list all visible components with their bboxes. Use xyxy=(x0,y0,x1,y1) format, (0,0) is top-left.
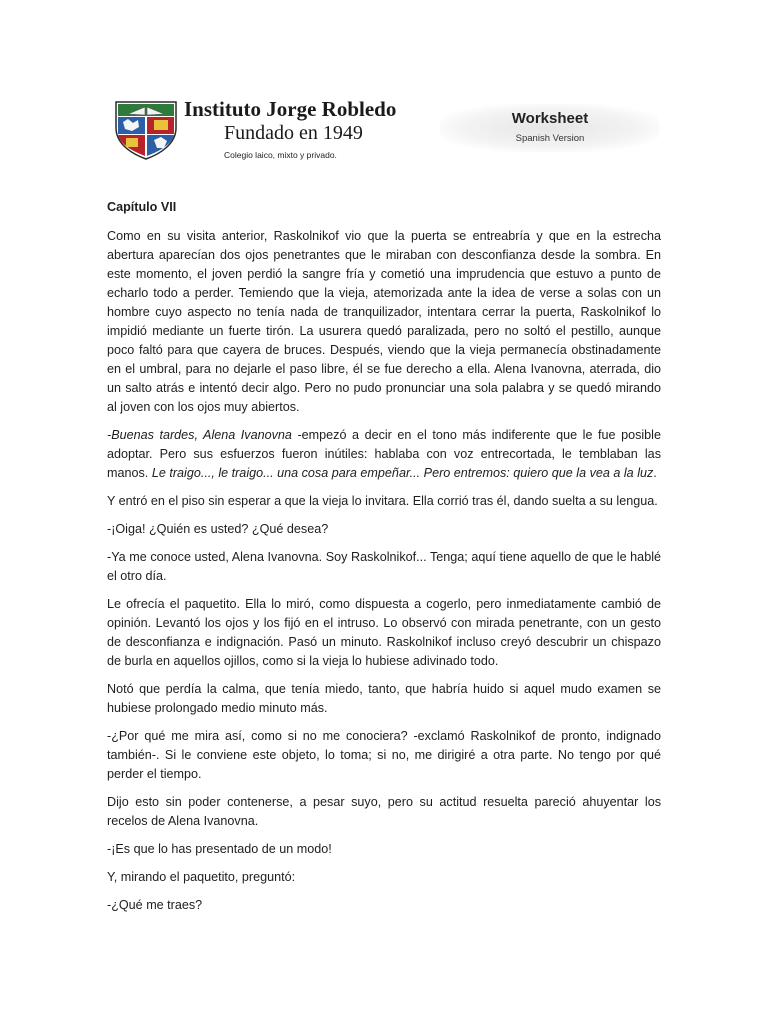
school-founded: Fundado en 1949 xyxy=(224,122,363,144)
paragraph: -¿Qué me traes? xyxy=(107,898,203,912)
paragraph: -¡Es que lo has presentado de un modo! xyxy=(107,842,332,856)
worksheet-label-box xyxy=(440,104,660,152)
paragraph: Dijo esto sin poder contenerse, a pesar suyo, pero su actitud resuelta pareció ahuyentar los recelos de Alena Ivanovna. xyxy=(107,795,661,828)
chapter-content xyxy=(107,198,661,924)
paragraph: Le ofrecía el paquetito. Ella lo miró, como dispuesta a cogerlo, pero inmediatamente cambió de opinión. Levantó los ojos y los fijó en el intruso. Lo observó con mirada penetrante, con un gesto de desconfianza e indignación. Pasó un minuto. Raskolnikof incluso creyó descubrir un chispazo de burla en aquellos ojillos, como si la vieja lo hubiese adivinado todo. xyxy=(107,597,661,668)
paragraph: Como en su visita anterior, Raskolnikof vio que la puerta se entreabría y que en la estrecha abertura aparecían dos ojos penetrantes que le miraban con desconfianza desde la sombra. En este momento, el joven perdió la sangre fría y cometió una imprudencia que estuvo a punto de echarlo todo a perder. Temiendo que la vieja, atemorizada ante la idea de verse a solas con un hombre cuyo aspecto no tenía nada de tranquilizador, intentara cerrar la puerta, Raskolnikof lo impidió mediante un fuerte tirón. La usurera quedó paralizada, pero no soltó el pestillo, aunque poco faltó para que cayera de bruces. Después, viendo que la vieja permanecía obstinadamente en el umbral, para no dejarle el paso libre, él se fue derecho a ella. Alena Ivanovna, aterrada, dio un salto atrás e intentó decir algo. Pero no pudo pronunciar una sola palabra y se quedó mirando al joven con los ojos muy abiertos. xyxy=(107,229,661,414)
italic-speech: -Buenas tardes, Alena Ivanovna xyxy=(107,428,292,442)
paragraph-dialogue xyxy=(107,426,661,483)
worksheet-title: Worksheet xyxy=(511,110,589,127)
italic-speech: Le traigo..., le traigo... una cosa para empeñar... Pero entremos: quiero que la vea a la luz xyxy=(151,466,654,480)
paragraph: -¿Por qué me mira así, como si no me conociera? -exclamó Raskolnikof de pronto, indignado también-. Si le conviene este objeto, lo toma; si no, me dirigiré a otra parte. No tengo por qué perder el tiempo. xyxy=(107,729,661,781)
narration-text: -empezó a decir en el tono más indiferente que le fue posible adoptar. Pero sus esfuerzos fueron inútiles: hablaba con voz entrecortada, le temblaban las manos. xyxy=(107,428,661,480)
chapter-title: Capítulo VII xyxy=(107,200,177,214)
school-tagline: Colegio laico, mixto y privado. xyxy=(224,150,337,160)
paragraph: Notó que perdía la calma, que tenía miedo, tanto, que habría huido si aquel mudo examen se hubiese prolongado medio minuto más. xyxy=(107,682,661,715)
school-name: Instituto Jorge Robledo xyxy=(184,97,397,121)
paragraph: -¡Oiga! ¿Quién es usted? ¿Qué desea? xyxy=(107,522,329,536)
paragraph: Y, mirando el paquetito, preguntó: xyxy=(107,870,296,884)
narration-text: . xyxy=(653,466,657,480)
school-crest-logo xyxy=(114,94,178,160)
worksheet-subtitle: Spanish Version xyxy=(515,133,585,144)
school-header xyxy=(184,96,396,161)
paragraph: -Ya me conoce usted, Alena Ivanovna. Soy Raskolnikof... Tenga; aquí tiene aquello de que le hablé el otro día. xyxy=(107,550,661,583)
paragraph: Y entró en el piso sin esperar a que la vieja lo invitara. Ella corrió tras él, dando suelta a su lengua. xyxy=(107,494,658,508)
